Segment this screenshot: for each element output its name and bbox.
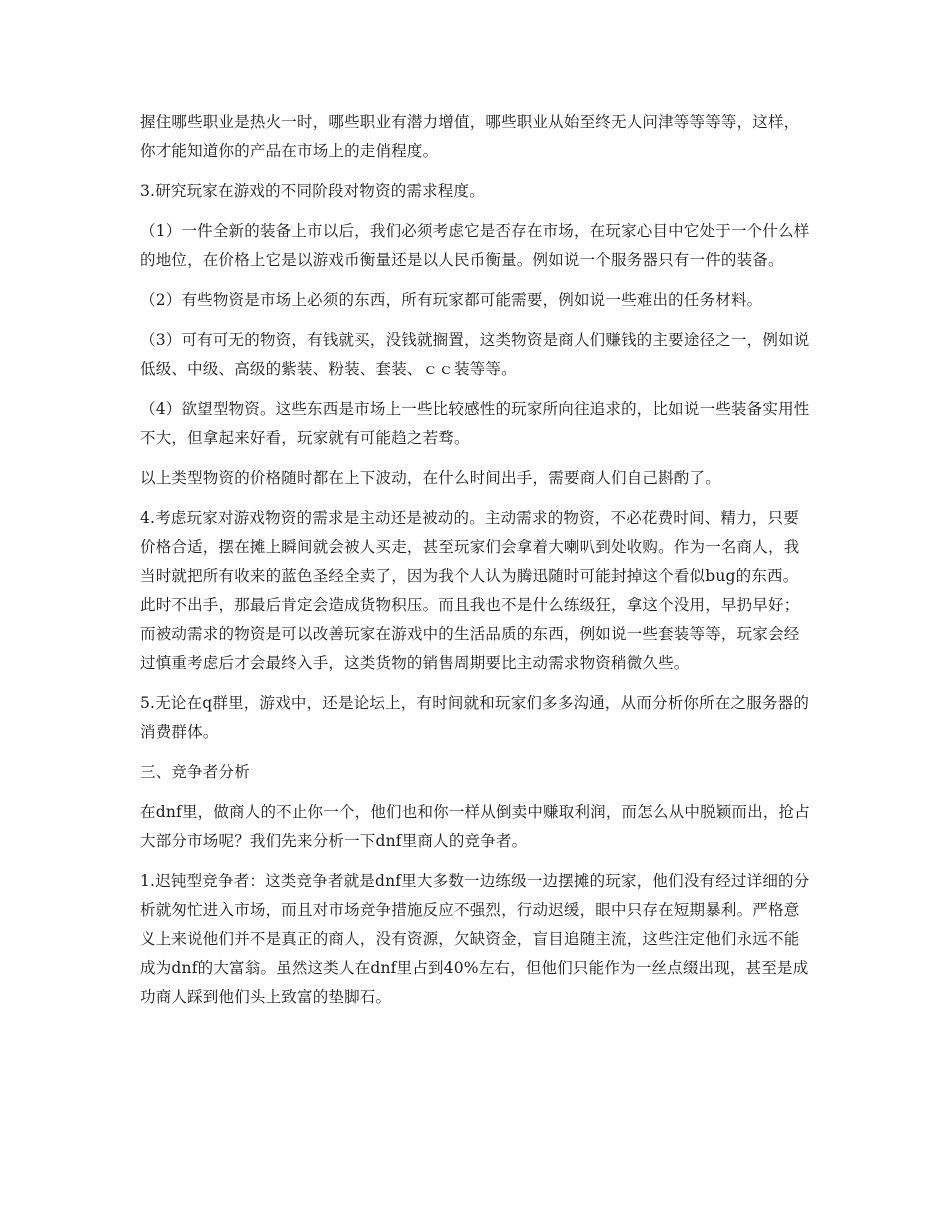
paragraph-competitors-intro: 在dnf里，做商人的不止你一个，他们也和你一样从倒卖中赚取利润，而怎么从中脱颖而出，抢占大部分市场呢？我们先来分析一下dnf里商人的竞争者。 (140, 803, 810, 850)
paragraph-competitor-type-1: 1.迟钝型竞争者：这类竞争者就是dnf里大多数一边练级一边摆摊的玩家，他们没有经过详细的分析就匆忙进入市场，而且对市场竞争措施反应不强烈，行动迟缓，眼中只存在短期暴利。严格意义上来说他们并不是真正的商人，没有资源，欠缺资金，盲目追随主流，这些注定他们永远不能成为dnf的大富翁。虽然这类人在dnf里占到40%左右，但他们只能作为一丝点缀出现，甚至是成功商人踩到他们头上致富的垫脚石。 (140, 872, 810, 1006)
section-title-competitors: 三、竞争者分析 (140, 763, 250, 781)
paragraph-heading-5: 5.无论在q群里，游戏中，还是论坛上，有时间就和玩家们多多沟通，从而分析你所在之服务器的消费群体。 (140, 694, 810, 741)
paragraph-heading-4: 4.考虑玩家对游戏物资的需求是主动还是被动的。主动需求的物资，不必花费时间、精力，只要价格合适，摆在摊上瞬间就会被人买走，甚至玩家们会拿着大喇叭到处收购。作为一名商人，我当时就把所有收来的蓝色圣经全卖了，因为我个人认为腾迅随时可能封掉这个看似bug的东西。此时不出手，那最后肯定会造成货物积压。而且我也不是什么练级狂，拿这个没用，早扔早好；而被动需求的物资是可以改善玩家在游戏中的生活品质的东西，例如说一些套装等等，玩家会经过慎重考虑后才会最终入手，这类货物的销售周期要比主动需求物资稍微久些。 (140, 509, 800, 672)
paragraph-item-2: （2）有些物资是市场上必须的东西，所有玩家都可能需要，例如说一些难出的任务材料。 (140, 291, 763, 309)
paragraph-item-4: （4）欲望型物资。这些东西是市场上一些比较感性的玩家所向往追求的，比如说一些装备实用性不大，但拿起来好看，玩家就有可能趋之若骛。 (140, 400, 810, 447)
paragraph-summary: 以上类型物资的价格随时都在上下波动，在什么时间出手，需要商人们自己斟酌了。 (140, 469, 721, 487)
document-body (140, 108, 812, 1023)
paragraph-item-1: （1）一件全新的装备上市以后，我们必须考虑它是否存在市场，在玩家心目中它处于一个什么样的地位，在价格上它是以游戏币衡量还是以人民币衡量。例如说一个服务器只有一件的装备。 (140, 222, 810, 269)
paragraph-heading-3: 3.研究玩家在游戏的不同阶段对物资的需求程度。 (140, 182, 485, 200)
paragraph-1: 握住哪些职业是热火一时，哪些职业有潜力增值，哪些职业从始至终无人问津等等等等，这样，你才能知道你的产品在市场上的走俏程度。 (140, 113, 800, 160)
paragraph-item-3: （3）可有可无的物资，有钱就买，没钱就搁置，这类物资是商人们赚钱的主要途径之一，例如说低级、中级、高级的紫装、粉装、套装、ｃｃ装等等。 (140, 331, 810, 378)
